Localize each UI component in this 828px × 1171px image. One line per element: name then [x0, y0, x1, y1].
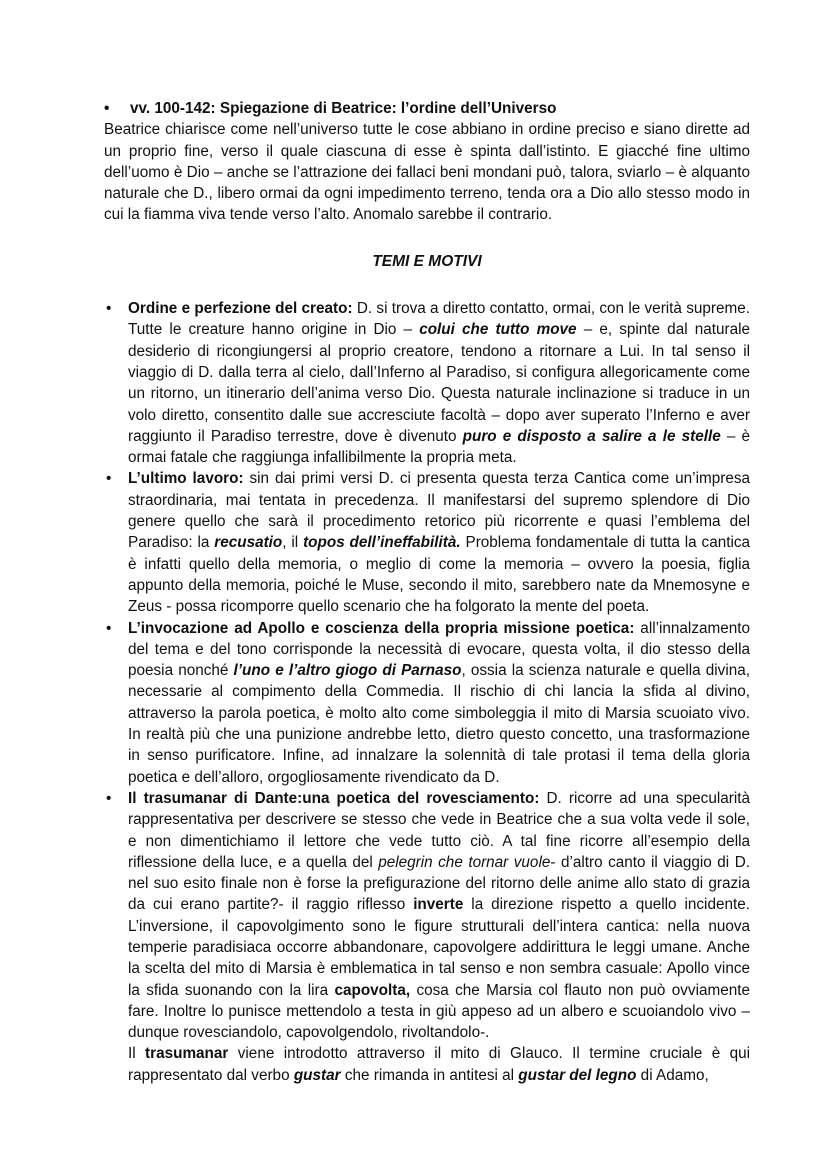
theme-text: D. si trova a diretto contatto, ormai, con le verità supreme. Tutte le creature hanno origine in Dio – [128, 300, 750, 339]
emphasis: trasumanar [145, 1045, 229, 1063]
theme-item-invocazione [104, 618, 750, 788]
intro-paragraph: Beatrice chiarisce come nell’universo tutte le cose abbiano in ordine preciso e siano dirette ad un proprio fine, verso il quale ciascuna di esse è spinta dall’istinto. E giacché fine ultimo dell’uomo è Dio – anche se l’attrazione dei fallaci beni mondani può, talora, sviarlo – è alquanto naturale che D., libero ormai da ogni impedimento terreno, tenda ora a Dio allo stesso modo in cui la fiamma viva tende verso l’alto. Anomalo sarebbe il contrario. [104, 121, 750, 224]
theme-title: L’ultimo lavoro: [128, 470, 244, 488]
quotation: pelegrin che tornar vuole [378, 853, 551, 871]
theme-text: - d’altro canto il viaggio di D. nel suo esito finale non è forse la prefigurazione del ritorno delle anime allo stato di grazia da cui erano partite?- il raggio riflesso [128, 853, 750, 914]
theme-text: – e, spinte dal naturale desiderio di ricongiungersi al proprio creatore, tendono a ritornare a Lui. In tal senso il viaggio di D. dalla terra al cielo, dall’Inferno al Paradiso, si configura allegoricamente come un ritorno, un itinerario dell’anima verso Dio. Questa naturale inclinazione si traduce in un volo diretto, consentito dalle sue accresciute facoltà – dopo aver superato l’Inferno e aver raggiunto il Paradiso terrestre, dove è divenuto [128, 321, 751, 445]
bullet-icon: • [106, 470, 112, 488]
bullet-icon: • [106, 300, 112, 318]
bullet-icon: • [106, 789, 112, 807]
themes-list [104, 298, 750, 1086]
quotation: puro e disposto a salire a le stelle [462, 427, 721, 445]
quotation: gustar [293, 1066, 341, 1084]
intro-heading: vv. 100-142: Spiegazione di Beatrice: l’ordine dell’Universo [130, 100, 557, 117]
theme-text: – è ormai fatale che raggiunga infallibilmente la propria meta. [128, 427, 751, 467]
quotation: l’uno e l’altro giogo di Parnaso [233, 662, 462, 680]
theme-text: D. ricorre ad una specularità rappresentativa per descrivere se stesso che vede in Beatrice che a sua volta vede il sole, e non dimentichiamo il lettore che vede tutto ciò. A tal fine ricorre all’esempio della riflessione della luce, e a quella del [128, 789, 750, 871]
quotation: recusatio [214, 534, 283, 552]
bullet-icon: • [106, 619, 112, 637]
intro-heading-item [104, 98, 750, 119]
section-title: TEMI E MOTIVI [372, 252, 482, 270]
theme-text: , il [282, 534, 304, 552]
theme-text: la direzione rispetto a quello incidente. L’inversione, il capovolgimento sono le figure strutturali dell’intera cantica: nella nuova temperie paradisiaca occorre abbandonare, capovolgere addirittura le leggi umane. Anche la scelta del mito di Marsia è emblematica in tal senso e non sembra casuale: Apollo vince la sfida suonando con la lira [128, 896, 750, 999]
theme-item-ultimo-lavoro [104, 468, 750, 617]
theme-item-ordine [104, 298, 750, 468]
document-content [104, 98, 750, 1086]
quotation: colui che tutto move [419, 321, 577, 339]
theme-item-trasumanar [104, 788, 750, 1086]
theme-text: viene introdotto attraverso il mito di Glauco. Il termine cruciale è qui rappresentato dal verbo [128, 1045, 751, 1084]
emphasis: inverte [413, 896, 464, 914]
theme-text: che rimanda in antitesi al [340, 1066, 519, 1084]
theme-text: di Adamo, [636, 1066, 709, 1084]
theme-text: cosa che Marsia col flauto non può ovviamente fare. Inoltre lo punisce mettendolo a testa in giù appeso ad un albero e scuoiandolo vivo – dunque rovesciandolo, capovolgendolo, rivoltandolo-. [128, 981, 751, 1042]
theme-text: Il [128, 1045, 146, 1063]
theme-title: L’invocazione ad Apollo e coscienza della propria missione poetica: [128, 619, 635, 637]
emphasis: capovolta, [334, 981, 411, 999]
theme-text: Problema fondamentale di tutta la cantica è infatti quello della memoria, o meglio di come la memoria – ovvero la poesia, figlia appunto della memoria, poiché le Muse, secondo il mito, sarebbero nate da Mnemosyne e Zeus - possa ricomporre quello scenario che ha folgorato la mente del poeta. [128, 534, 751, 616]
theme-title: Ordine e perfezione del creato: [128, 300, 353, 318]
quotation: topos dell’ineffabilità. [303, 534, 461, 552]
theme-text: all’innalzamento del tema e del tono corrisponde la necessità di evocare, questa volta, il dio stesso della poesia nonché [128, 619, 751, 680]
theme-text: , ossia la scienza naturale e quella divina, necessarie al compimento della Commedia. Il rischio di chi lancia la sfida al divino, attraverso la parola poetica, è molto alto come simboleggia il mito di Marsia scuoiato vivo. In realtà più che una punizione andrebbe letto, dietro questo concetto, una trasformazione in senso purificatore. Infine, ad innalzare la solennità di tale protasi il tema della gloria poetica e dell’alloro, orgogliosamente rivendicato da D. [128, 662, 750, 786]
quotation: gustar del legno [518, 1066, 637, 1084]
bullet-icon: • [104, 100, 110, 117]
theme-text: sin dai primi versi D. ci presenta questa terza Cantica come un’impresa straordinaria, mai tentata in precedenza. Il manifestarsi del supremo splendore di Dio genere quello che sarà il procedimento retorico più ricorrente e quasi l’emblema del Paradiso: la [128, 470, 750, 552]
theme-title: Il trasumanar di Dante:una poetica del rovesciamento: [128, 789, 540, 807]
